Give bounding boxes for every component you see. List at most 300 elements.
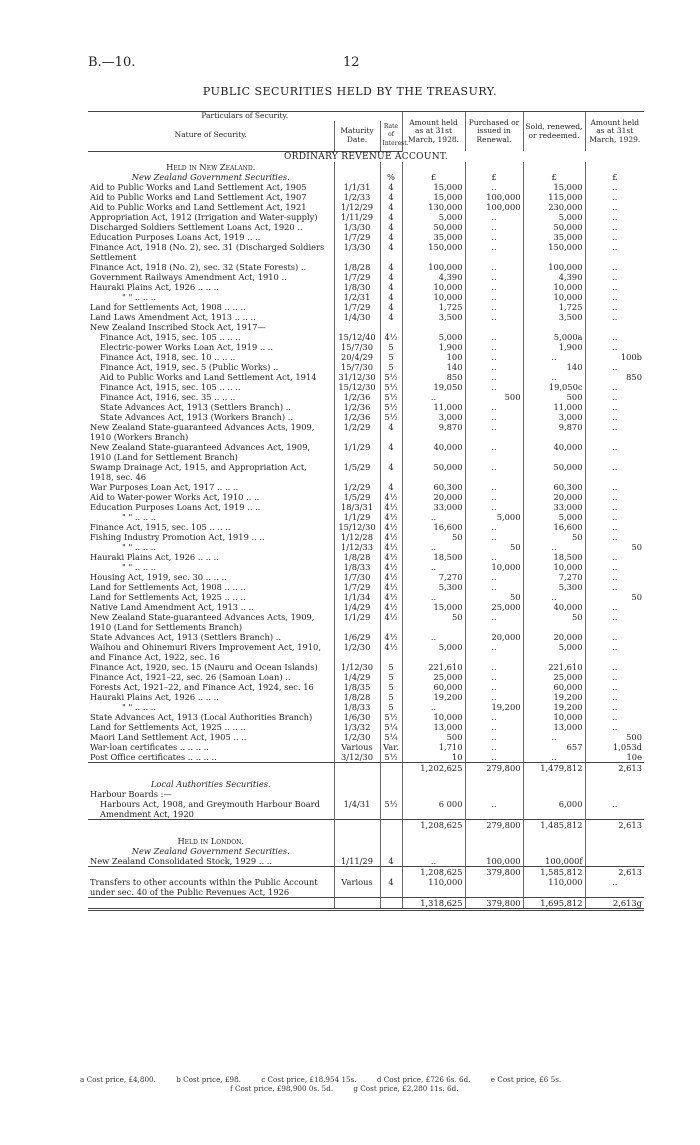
amount-held-1928: 100 bbox=[402, 352, 465, 362]
amount-sold: 6,000 bbox=[523, 799, 585, 820]
interest-rate: 4 bbox=[380, 462, 402, 482]
unit-pound: £ bbox=[523, 172, 585, 182]
security-name: Aid to Public Works and Land Settlement Act, 1921 bbox=[90, 201, 307, 212]
maturity-date: 1/11/29 bbox=[334, 856, 380, 867]
table-row bbox=[88, 512, 644, 522]
maturity-date: 1/2/29 bbox=[334, 422, 380, 442]
table-row bbox=[88, 722, 644, 732]
table-row bbox=[88, 362, 644, 372]
amount-purchased: .. bbox=[465, 612, 523, 632]
security-name: " " .. .. .. bbox=[122, 511, 157, 522]
amount-sold: 35,000 bbox=[523, 232, 585, 242]
amount-sold: 40,000 bbox=[523, 602, 585, 612]
amount-held-1929: .. bbox=[585, 412, 644, 422]
header-maturity: Maturity Date. bbox=[334, 121, 380, 152]
security-name: Finance Act, 1918 (No. 2), sec. 32 (State Forests) .. bbox=[90, 261, 307, 272]
amount-held-1928: 100,000 bbox=[402, 262, 465, 272]
heading-london-gov: New Zealand Government Securities. bbox=[131, 845, 290, 856]
subtotal-held-1928: 1,202,625 bbox=[402, 762, 465, 773]
amount-held-1929: .. bbox=[585, 572, 644, 582]
amount-purchased: .. bbox=[465, 222, 523, 232]
maturity-date: 1/2/36 bbox=[334, 402, 380, 412]
amount-held-1929: .. bbox=[585, 362, 644, 372]
amount-sold: 19,200 bbox=[523, 702, 585, 712]
amount-sold: .. bbox=[523, 352, 585, 362]
footnote: f Cost price, £98,900 0s. 5d. bbox=[230, 1084, 334, 1093]
subtotal-held-1928: 1,208,625 bbox=[402, 866, 465, 877]
amount-held-1929: .. bbox=[585, 682, 644, 692]
amount-purchased bbox=[465, 877, 523, 898]
interest-rate: 4½ bbox=[380, 562, 402, 572]
amount-held-1929: 100b bbox=[585, 352, 644, 362]
amount-held-1928: 110,000 bbox=[402, 877, 465, 898]
amount-purchased: .. bbox=[465, 312, 523, 322]
grand-total-sold: 1,695,812 bbox=[523, 897, 585, 909]
header-sold: Sold, renewed, or redeemed. bbox=[523, 112, 585, 152]
table-row bbox=[88, 482, 644, 492]
table-row bbox=[88, 877, 644, 898]
security-name: Native Land Amendment Act, 1913 .. .. bbox=[90, 601, 254, 612]
amount-held-1928: 1,710 bbox=[402, 742, 465, 752]
maturity-date: 1/1/29 bbox=[334, 612, 380, 632]
amount-sold: 3,500 bbox=[523, 312, 585, 322]
interest-rate: 4½ bbox=[380, 642, 402, 662]
amount-purchased: .. bbox=[465, 742, 523, 752]
amount-held-1928: 221,610 bbox=[402, 662, 465, 672]
maturity-date: 1/7/29 bbox=[334, 232, 380, 242]
amount-held-1928: 18,500 bbox=[402, 552, 465, 562]
amount-held-1928: 35,000 bbox=[402, 232, 465, 242]
amount-sold: 1,900 bbox=[523, 342, 585, 352]
amount-sold: 500 bbox=[523, 392, 585, 402]
security-name: Aid to Public Works and Land Settlement Act, 1905 bbox=[90, 181, 307, 192]
amount-held-1928: 5,000 bbox=[402, 332, 465, 342]
amount-sold: 230,000 bbox=[523, 202, 585, 212]
amount-purchased: 50 bbox=[465, 542, 523, 552]
amount-purchased: .. bbox=[465, 262, 523, 272]
amount-purchased: .. bbox=[465, 642, 523, 662]
table-row bbox=[88, 402, 644, 412]
interest-rate: 4½ bbox=[380, 582, 402, 592]
amount-held-1928: 5,000 bbox=[402, 212, 465, 222]
amount-purchased: .. bbox=[465, 572, 523, 582]
amount-purchased: .. bbox=[465, 662, 523, 672]
security-name: Land Laws Amendment Act, 1913 .. .. .. bbox=[90, 311, 256, 322]
amount-held-1928: 33,000 bbox=[402, 502, 465, 512]
security-name: New Zealand Consolidated Stock, 1929 .. .. bbox=[90, 855, 273, 866]
interest-rate: 5¼ bbox=[380, 732, 402, 742]
amount-purchased: .. bbox=[465, 799, 523, 820]
security-name: " " .. .. .. bbox=[122, 291, 157, 302]
maturity-date: 1/3/30 bbox=[334, 222, 380, 232]
security-name: New Zealand State-guaranteed Advances Act, 1909, 1910 (Land for Settlement Branch) bbox=[90, 441, 311, 462]
security-name: Housing Act, 1919, sec. 30 .. .. .. bbox=[90, 571, 227, 582]
interest-rate: 5½ bbox=[380, 799, 402, 820]
amount-held-1928: 7,270 bbox=[402, 572, 465, 582]
unit-pound: £ bbox=[585, 172, 644, 182]
security-name: Transfers to other accounts within the Public Account under sec. 40 of the Public Revenues Act, 1926 bbox=[90, 876, 318, 897]
maturity-date: 15/12/40 bbox=[334, 332, 380, 342]
amount-held-1929: .. bbox=[585, 332, 644, 342]
amount-held-1929: .. bbox=[585, 342, 644, 352]
amount-sold: 150,000 bbox=[523, 242, 585, 262]
footnote: b Cost price, £98. bbox=[176, 1075, 241, 1084]
interest-rate: 4 bbox=[380, 312, 402, 322]
table-body bbox=[88, 151, 644, 909]
amount-purchased: 5,000 bbox=[465, 512, 523, 522]
amount-held-1928: .. bbox=[402, 562, 465, 572]
amount-held-1928: 60,000 bbox=[402, 682, 465, 692]
security-name: Government Railways Amendment Act, 1910 .. bbox=[90, 271, 287, 282]
maturity-date: 1/7/29 bbox=[334, 302, 380, 312]
maturity-date: 1/4/30 bbox=[334, 312, 380, 322]
amount-held-1928: 50,000 bbox=[402, 462, 465, 482]
amount-purchased: .. bbox=[465, 552, 523, 562]
interest-rate: 4½ bbox=[380, 522, 402, 532]
interest-rate: 4 bbox=[380, 282, 402, 292]
amount-purchased: .. bbox=[465, 522, 523, 532]
amount-purchased: 10,000 bbox=[465, 562, 523, 572]
table-row bbox=[88, 856, 644, 867]
interest-rate: 5 bbox=[380, 682, 402, 692]
security-name: Hauraki Plains Act, 1926 .. .. .. bbox=[90, 551, 219, 562]
maturity-date: 1/2/36 bbox=[334, 412, 380, 422]
amount-purchased: .. bbox=[465, 422, 523, 442]
amount-purchased: .. bbox=[465, 462, 523, 482]
grand-total-held-1929: 2,613g bbox=[585, 897, 644, 909]
maturity-date: 1/8/35 bbox=[334, 682, 380, 692]
amount-held-1928: .. bbox=[402, 542, 465, 552]
interest-rate: 5 bbox=[380, 672, 402, 682]
footnote: d Cost price, £726 6s. 6d. bbox=[376, 1075, 471, 1084]
security-name: " " .. .. .. bbox=[122, 541, 157, 552]
amount-sold: 5,000 bbox=[523, 642, 585, 662]
amount-held-1929: .. bbox=[585, 692, 644, 702]
amount-purchased: .. bbox=[465, 402, 523, 412]
amount-held-1929: .. bbox=[585, 482, 644, 492]
maturity-date: 1/7/30 bbox=[334, 572, 380, 582]
amount-sold: 33,000 bbox=[523, 502, 585, 512]
table-row bbox=[88, 342, 644, 352]
subtotal-purchased: 279,800 bbox=[465, 819, 523, 830]
maturity-date: 1/8/28 bbox=[334, 552, 380, 562]
header-rate: Rate of Interest. bbox=[380, 121, 402, 152]
interest-rate: 4 bbox=[380, 856, 402, 867]
footnote: g Cost price, £2,280 11s. 6d. bbox=[353, 1084, 459, 1093]
amount-purchased: .. bbox=[465, 722, 523, 732]
amount-sold: 13,000 bbox=[523, 722, 585, 732]
amount-held-1928: 19,200 bbox=[402, 692, 465, 702]
interest-rate: 4 bbox=[380, 877, 402, 898]
footnote: c Cost price, £18,954 15s. bbox=[261, 1075, 357, 1084]
amount-purchased: .. bbox=[465, 682, 523, 692]
table-row bbox=[88, 502, 644, 512]
amount-purchased: .. bbox=[465, 332, 523, 342]
amount-held-1929: .. bbox=[585, 492, 644, 502]
amount-held-1929: .. bbox=[585, 602, 644, 612]
security-name: Finance Act, 1919, sec. 5 (Public Works) .. bbox=[100, 361, 279, 372]
subtotal-purchased: 279,800 bbox=[465, 762, 523, 773]
interest-rate: 4½ bbox=[380, 542, 402, 552]
maturity-date: 1/3/32 bbox=[334, 722, 380, 732]
table-row bbox=[88, 442, 644, 462]
table-row bbox=[88, 192, 644, 202]
amount-held-1928: 3,500 bbox=[402, 312, 465, 322]
maturity-date: 1/3/30 bbox=[334, 242, 380, 262]
amount-sold: 100,000f bbox=[523, 856, 585, 867]
amount-sold: 25,000 bbox=[523, 672, 585, 682]
security-name: Land for Settlements Act, 1925 .. .. .. bbox=[90, 591, 246, 602]
amount-held-1928: 11,000 bbox=[402, 402, 465, 412]
maturity-date: 1/5/29 bbox=[334, 462, 380, 482]
document-reference: B.—10. bbox=[88, 55, 136, 70]
interest-rate: 5½ bbox=[380, 712, 402, 722]
amount-held-1928: 10,000 bbox=[402, 282, 465, 292]
amount-held-1929: .. bbox=[585, 192, 644, 202]
table-row bbox=[88, 412, 644, 422]
table-row bbox=[88, 312, 644, 322]
maturity-date: 15/12/30 bbox=[334, 522, 380, 532]
interest-rate: 5 bbox=[380, 692, 402, 702]
interest-rate: 5½ bbox=[380, 372, 402, 382]
interest-rate: 4 bbox=[380, 222, 402, 232]
amount-held-1928: 50 bbox=[402, 612, 465, 632]
amount-sold: 7,270 bbox=[523, 572, 585, 582]
amount-held-1929: 1,053d bbox=[585, 742, 644, 752]
amount-sold: 20,000 bbox=[523, 632, 585, 642]
table-row bbox=[88, 582, 644, 592]
amount-held-1929: .. bbox=[585, 442, 644, 462]
amount-held-1929: .. bbox=[585, 182, 644, 192]
amount-held-1928: 16,600 bbox=[402, 522, 465, 532]
table-row bbox=[88, 632, 644, 642]
page-title: PUBLIC SECURITIES HELD BY THE TREASURY. bbox=[202, 85, 498, 98]
security-name: Finance Act, 1920, sec. 15 (Nauru and Ocean Islands) bbox=[90, 661, 318, 672]
amount-held-1928: .. bbox=[402, 392, 465, 402]
interest-rate: 4 bbox=[380, 232, 402, 242]
amount-purchased: .. bbox=[465, 412, 523, 422]
amount-held-1929: .. bbox=[585, 232, 644, 242]
amount-held-1928: 15,000 bbox=[402, 192, 465, 202]
interest-rate: 5½ bbox=[380, 402, 402, 412]
table-row bbox=[88, 552, 644, 562]
amount-purchased: .. bbox=[465, 352, 523, 362]
maturity-date: 1/2/33 bbox=[334, 192, 380, 202]
subtotal-held-1928: 1,208,625 bbox=[402, 819, 465, 830]
maturity-date: 1/6/29 bbox=[334, 632, 380, 642]
security-name: Hauraki Plains Act, 1926 .. .. .. bbox=[90, 691, 219, 702]
interest-rate: 4 bbox=[380, 442, 402, 462]
interest-rate: 4 bbox=[380, 202, 402, 212]
table-row bbox=[88, 332, 644, 342]
header-nature: Nature of Security. bbox=[88, 121, 334, 152]
maturity-date: 1/4/31 bbox=[334, 799, 380, 820]
amount-held-1928: 5,300 bbox=[402, 582, 465, 592]
amount-purchased: .. bbox=[465, 342, 523, 352]
amount-held-1928: 15,000 bbox=[402, 182, 465, 192]
security-name: Land for Settlements Act, 1925 .. .. .. bbox=[90, 721, 246, 732]
interest-rate: 4½ bbox=[380, 572, 402, 582]
amount-held-1929: .. bbox=[585, 582, 644, 592]
maturity-date: Various bbox=[334, 877, 380, 898]
amount-held-1928: .. bbox=[402, 856, 465, 867]
amount-held-1929: .. bbox=[585, 702, 644, 712]
heading-held-nz: Held in New Zealand. bbox=[166, 161, 256, 172]
amount-sold: 657 bbox=[523, 742, 585, 752]
amount-purchased: .. bbox=[465, 382, 523, 392]
table-row bbox=[88, 572, 644, 582]
amount-held-1929: .. bbox=[585, 392, 644, 402]
maturity-date: 1/2/31 bbox=[334, 292, 380, 302]
amount-sold: 221,610 bbox=[523, 662, 585, 672]
amount-held-1929: .. bbox=[585, 292, 644, 302]
maturity-date: 1/11/29 bbox=[334, 212, 380, 222]
maturity-date: 3/12/30 bbox=[334, 752, 380, 763]
maturity-date: Various bbox=[334, 742, 380, 752]
amount-held-1928: 1,725 bbox=[402, 302, 465, 312]
table-row bbox=[88, 232, 644, 242]
maturity-date: 1/1/29 bbox=[334, 512, 380, 522]
heading-nz-gov: New Zealand Government Securities. bbox=[131, 171, 290, 182]
amount-held-1929: .. bbox=[585, 462, 644, 482]
amount-sold: 60,000 bbox=[523, 682, 585, 692]
amount-purchased: .. bbox=[465, 582, 523, 592]
amount-purchased: 20,000 bbox=[465, 632, 523, 642]
subtotal-purchased: 379,800 bbox=[465, 866, 523, 877]
security-name: Aid to Public Works and Land Settlement Act, 1914 bbox=[100, 371, 317, 382]
grand-total-purchased: 379,800 bbox=[465, 897, 523, 909]
security-name: Finance Act, 1915, sec. 105 .. .. .. bbox=[100, 331, 241, 342]
amount-sold: 50,000 bbox=[523, 222, 585, 232]
table-row bbox=[88, 612, 644, 632]
amount-held-1929: .. bbox=[585, 262, 644, 272]
amount-purchased: .. bbox=[465, 282, 523, 292]
amount-sold: 40,000 bbox=[523, 442, 585, 462]
interest-rate: 4 bbox=[380, 192, 402, 202]
amount-sold: 4,390 bbox=[523, 272, 585, 282]
amount-held-1928: 40,000 bbox=[402, 442, 465, 462]
maturity-date: 1/2/30 bbox=[334, 732, 380, 742]
interest-rate: 5 bbox=[380, 702, 402, 712]
amount-held-1929: .. bbox=[585, 877, 644, 898]
security-name: Waihou and Ohinemuri Rivers Improvement Act, 1910, and Finance Act, 1922, sec. 16 bbox=[90, 641, 321, 662]
interest-rate: 4 bbox=[380, 292, 402, 302]
amount-sold: 115,000 bbox=[523, 192, 585, 202]
table-row bbox=[88, 642, 644, 662]
amount-sold: 10,000 bbox=[523, 292, 585, 302]
maturity-date: 18/3/31 bbox=[334, 502, 380, 512]
amount-purchased: .. bbox=[465, 272, 523, 282]
maturity-date: 1/6/30 bbox=[334, 712, 380, 722]
table-row bbox=[88, 382, 644, 392]
table-row bbox=[88, 702, 644, 712]
amount-purchased: .. bbox=[465, 362, 523, 372]
security-name: " " .. .. .. bbox=[122, 701, 157, 712]
security-name: Maori Land Settlement Act, 1905 .. .. bbox=[90, 731, 247, 742]
security-name: Finance Act, 1918, sec. 10 .. .. .. bbox=[100, 351, 236, 362]
amount-held-1929: .. bbox=[585, 712, 644, 722]
amount-sold: 16,600 bbox=[523, 522, 585, 532]
amount-held-1928: 10 bbox=[402, 752, 465, 763]
amount-sold: .. bbox=[523, 542, 585, 552]
security-name: New Zealand State-guaranteed Advances Acts, 1909, 1910 (Land for Settlements Branch) bbox=[90, 611, 315, 632]
amount-sold: 9,870 bbox=[523, 422, 585, 442]
table-row bbox=[88, 562, 644, 572]
amount-held-1929: .. bbox=[585, 522, 644, 532]
amount-sold: .. bbox=[523, 752, 585, 763]
header-held-1929: Amount held as at 31st March, 1929. bbox=[585, 112, 644, 152]
security-name: Education Purposes Loans Act, 1919 .. .. bbox=[90, 231, 261, 242]
amount-purchased: .. bbox=[465, 502, 523, 512]
amount-held-1928: 500 bbox=[402, 732, 465, 742]
amount-held-1928: 60,300 bbox=[402, 482, 465, 492]
table-row bbox=[88, 732, 644, 742]
heading-harbour-boards: Harbour Boards :— bbox=[90, 788, 172, 799]
subtotal-sold: 1,485,812 bbox=[523, 819, 585, 830]
table-row bbox=[88, 352, 644, 362]
footnote: a Cost price, £4,800. bbox=[80, 1075, 156, 1084]
amount-held-1928: 10,000 bbox=[402, 712, 465, 722]
amount-held-1928: .. bbox=[402, 702, 465, 712]
unit-pound: £ bbox=[465, 172, 523, 182]
interest-rate: 4 bbox=[380, 182, 402, 192]
table-row bbox=[88, 602, 644, 612]
amount-purchased: .. bbox=[465, 442, 523, 462]
amount-held-1929: .. bbox=[585, 212, 644, 222]
table-row bbox=[88, 202, 644, 212]
amount-sold: 19,200 bbox=[523, 692, 585, 702]
amount-sold: 20,000 bbox=[523, 492, 585, 502]
amount-purchased: 500 bbox=[465, 392, 523, 402]
amount-sold: 5,000 bbox=[523, 512, 585, 522]
table-row bbox=[88, 752, 644, 763]
amount-purchased: .. bbox=[465, 492, 523, 502]
interest-rate: 4 bbox=[380, 242, 402, 262]
amount-sold: 3,000 bbox=[523, 412, 585, 422]
maturity-date: 1/2/30 bbox=[334, 642, 380, 662]
interest-rate: 4½ bbox=[380, 512, 402, 522]
amount-held-1929: .. bbox=[585, 799, 644, 820]
amount-purchased: .. bbox=[465, 242, 523, 262]
amount-purchased: .. bbox=[465, 302, 523, 312]
table-row bbox=[88, 242, 644, 262]
amount-purchased: .. bbox=[465, 692, 523, 702]
amount-purchased: .. bbox=[465, 712, 523, 722]
subtotal-held-1929: 2,613 bbox=[585, 762, 644, 773]
header-purchased: Purchased or issued in Renewal. bbox=[465, 112, 523, 152]
table-row bbox=[88, 662, 644, 672]
amount-sold: .. bbox=[523, 732, 585, 742]
amount-held-1929: .. bbox=[585, 382, 644, 392]
amount-held-1929: .. bbox=[585, 672, 644, 682]
table-row bbox=[88, 262, 644, 272]
interest-rate: 4 bbox=[380, 302, 402, 312]
security-name: Harbours Act, 1908, and Greymouth Harbour Board Amendment Act, 1920 bbox=[100, 798, 320, 819]
amount-held-1929: .. bbox=[585, 202, 644, 212]
interest-rate: 5 bbox=[380, 662, 402, 672]
amount-sold: 1,725 bbox=[523, 302, 585, 312]
amount-purchased: 50 bbox=[465, 592, 523, 602]
amount-purchased: .. bbox=[465, 672, 523, 682]
interest-rate: 4½ bbox=[380, 532, 402, 542]
table-row bbox=[88, 692, 644, 702]
amount-held-1928: .. bbox=[402, 632, 465, 642]
amount-purchased: .. bbox=[465, 752, 523, 763]
amount-purchased: .. bbox=[465, 532, 523, 542]
subtotal-sold: 1,585,812 bbox=[523, 866, 585, 877]
table-row bbox=[88, 462, 644, 482]
amount-purchased: .. bbox=[465, 372, 523, 382]
